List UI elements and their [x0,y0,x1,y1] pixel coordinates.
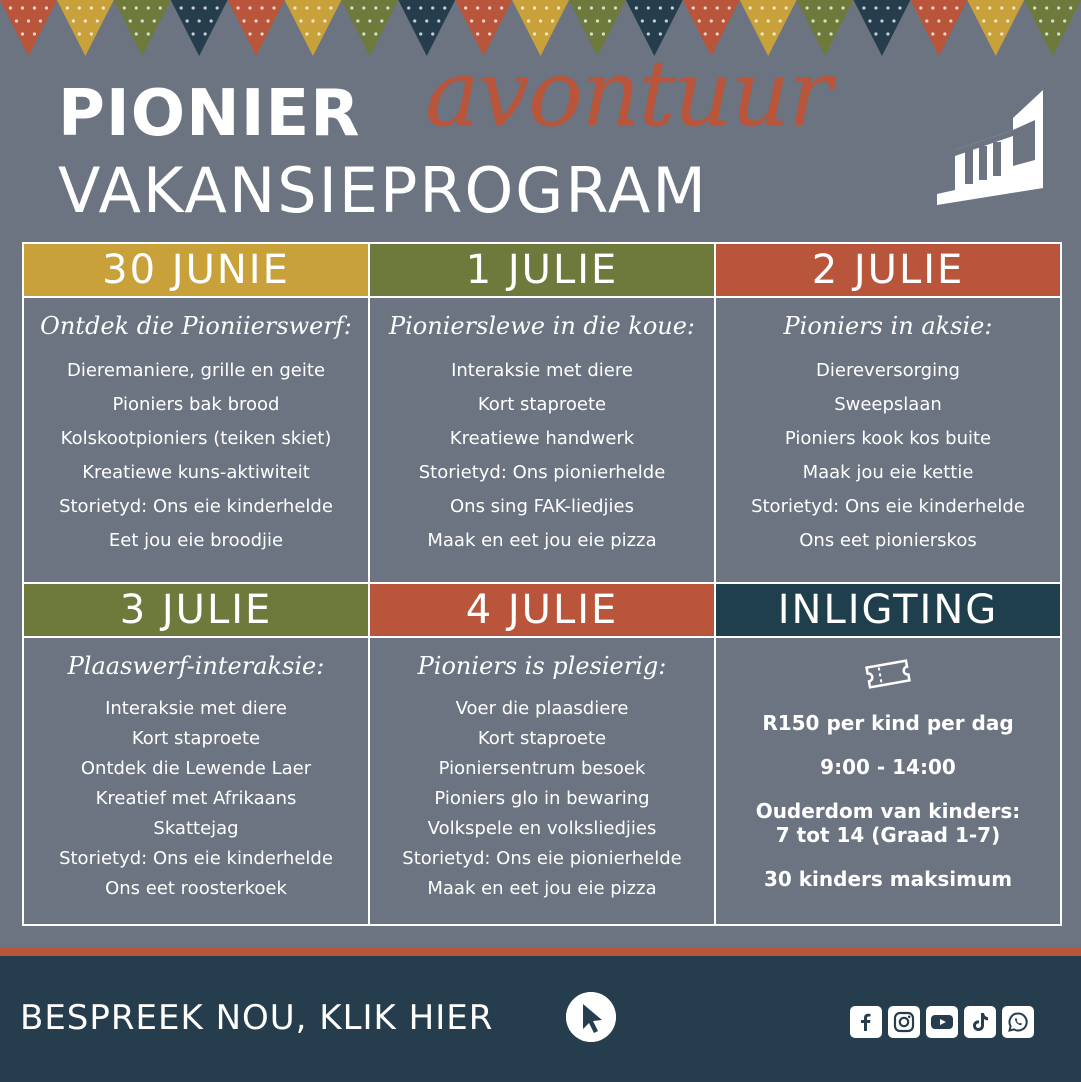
bunting-flag [1024,0,1081,56]
activity-item: Interaksie met diere [451,360,633,381]
bunting-dot [982,19,985,22]
bunting-dot [305,6,308,9]
bunting-flag [341,0,398,56]
bunting-dot [755,19,758,22]
activity-item: Kreatiewe handwerk [449,428,635,449]
bunting-dot [880,19,883,22]
bunting-dot [350,6,353,9]
activity-item: Voer die plaasdiere [455,698,629,719]
bunting-dot [647,32,650,35]
bunting-flag [285,0,342,56]
bunting-dot [362,6,365,9]
bunting-dot [488,32,491,35]
bunting-dot [533,32,536,35]
bunting-dot [27,19,30,22]
bunting-dot [21,6,24,9]
bunting-dot [413,19,416,22]
activity-item: Kreatief met Afrikaans [95,788,297,809]
bunting-dot [584,19,587,22]
youtube-icon[interactable] [926,1006,958,1038]
bunting-dot [15,19,18,22]
day-card-3-julie [22,582,370,926]
bunting-dot [1045,32,1048,35]
activity-item: Storietyd: Ons eie kinderhelde [59,496,333,517]
bunting-dot [862,6,865,9]
activity-item: Eet jou eie broodjie [108,530,284,551]
title-vakansieprogram: VAKANSIEPROGRAM [58,154,708,227]
activity-item: Ons eet roosterkoek [105,878,287,899]
bunting-dot [943,6,946,9]
day-card-1-julie [368,242,716,584]
bunting-dot [216,6,219,9]
bunting-dot [90,6,93,9]
bunting-dot [192,6,195,9]
bunting-dot [596,19,599,22]
bunting-dot [311,19,314,22]
bunting-dot [1057,32,1060,35]
bunting-dot [204,6,207,9]
activity-item: Storietyd: Ons pionierhelde [418,462,666,483]
facebook-icon[interactable] [850,1006,882,1038]
bunting-dot [204,32,207,35]
bunting-dot [1006,19,1009,22]
bunting-dot [602,6,605,9]
bunting-dot [476,32,479,35]
bunting-dot [254,19,257,22]
bunting-dot [198,19,201,22]
bunting-dot [898,6,901,9]
bunting-dot [386,6,389,9]
bunting-dot [659,6,662,9]
bunting-dot [129,19,132,22]
bunting-dot [362,32,365,35]
bunting-dot [949,19,952,22]
info-max: 30 kinders maksimum [763,867,1013,891]
bunting-dot [272,6,275,9]
bunting-dot [773,32,776,35]
activity-item: Pioniersentrum besoek [438,758,646,779]
bunting-dot [1000,6,1003,9]
activity-item: Maak en eet jou eie pizza [427,530,657,551]
bunting-flag [910,0,967,56]
bunting-dot [578,6,581,9]
bunting-flag [57,0,114,56]
activity-item: Interaksie met diere [105,698,287,719]
bunting-dot [1045,6,1048,9]
bunting-dot [102,6,105,9]
bunting-dot [749,6,752,9]
bunting-flag [228,0,285,56]
bunting-dot [317,32,320,35]
tiktok-icon[interactable] [964,1006,996,1038]
activity-item: Ons sing FAK-liedjies [450,496,634,517]
day-header: 30 JUNIE [24,244,368,298]
bunting-dot [96,19,99,22]
bunting-dot [317,6,320,9]
bunting-dot [710,19,713,22]
bunting-dot [500,6,503,9]
bunting-flag [854,0,911,56]
social-links [850,1006,1034,1038]
bunting-dot [665,19,668,22]
bunting-dot [90,32,93,35]
bunting-dot [1057,6,1060,9]
day-card-4-julie [368,582,716,926]
bunting-dot [937,19,940,22]
bunting-dot [868,19,871,22]
bunting-dot [78,32,81,35]
activity-item: Pioniers glo in bewaring [434,788,650,809]
bunting-dot [919,6,922,9]
title-pionier: PIONIER [58,77,361,151]
bunting-dot [431,6,434,9]
bunting-dot [1051,19,1054,22]
bunting-dot [716,6,719,9]
bunting-dot [407,6,410,9]
bunting-dot [425,19,428,22]
bunting-dot [368,19,371,22]
bunting-dot [527,19,530,22]
bunting-dot [147,32,150,35]
bunting-dot [653,19,656,22]
bunting-dot [608,19,611,22]
bunting-dot [761,6,764,9]
instagram-icon[interactable] [888,1006,920,1038]
bunting-dot [1000,32,1003,35]
bunting-dot [260,32,263,35]
activity-item: Diereversorging [816,360,960,381]
bunting-dot [470,19,473,22]
bunting-dot [994,19,997,22]
bunting-dot [590,32,593,35]
title-avontuur: avontuur [425,40,830,147]
bunting-dot [773,6,776,9]
activity-item: Maak jou eie kettie [802,462,974,483]
bunting-dot [374,6,377,9]
activity-item: Skattejag [153,818,239,839]
footer-divider [0,947,1081,956]
activity-item: Pioniers bak brood [112,394,280,415]
bunting-dot [135,32,138,35]
bunting-dot [419,6,422,9]
activity-item: Maak en eet jou eie pizza [427,878,657,899]
bunting-dot [943,32,946,35]
activity-item: Kreatiewe kuns-aktiwiteit [82,462,310,483]
bunting-dot [33,6,36,9]
bunting-dot [305,32,308,35]
activity-item: Kort staproete [477,728,607,749]
bunting-dot [805,6,808,9]
bunting-dot [590,6,593,9]
activity-item: Kolskootpioniers (teiken skiet) [60,428,332,449]
day-theme: Pionierslewe in die koue: [388,312,696,340]
bunting-dot [186,19,189,22]
bunting-dot [659,32,662,35]
info-time: 9:00 - 14:00 [820,755,956,779]
info-card [714,582,1062,926]
activity-item: Volkspele en volksliedjies [427,818,657,839]
bunting-dot [66,6,69,9]
bunting-dot [192,32,195,35]
info-header: INLIGTING [716,584,1060,638]
info-price: R150 per kind per dag [762,711,1014,735]
bunting-dot [437,19,440,22]
bunting-dot [761,32,764,35]
bunting-dot [988,32,991,35]
bunting-dot [533,6,536,9]
day-header: 1 JULIE [370,244,714,298]
bunting-dot [925,19,928,22]
bunting-dot [210,19,213,22]
bunting-dot [153,19,156,22]
bunting-dot [84,19,87,22]
activity-item: Pioniers kook kos buite [784,428,992,449]
bunting-flag [0,0,57,56]
bunting-dot [180,6,183,9]
bunting-dot [159,6,162,9]
bunting-dot [419,32,422,35]
bunting-dot [931,6,934,9]
bunting-dot [494,19,497,22]
bunting-dot [521,6,524,9]
bunting-dot [976,6,979,9]
bunting-dot [811,19,814,22]
bunting-dot [886,6,889,9]
bunting-dot [374,32,377,35]
bunting-dot [835,19,838,22]
bunting-dot [236,6,239,9]
bunting-dot [260,6,263,9]
bunting-dot [248,6,251,9]
program-grid [22,242,1062,926]
bunting-dot [614,6,617,9]
bunting-dot [874,6,877,9]
bunting-dot [464,6,467,9]
activity-item: Ontdek die Lewende Laer [80,758,312,779]
bunting-dot [1063,19,1066,22]
bunting-dot [545,32,548,35]
bunting-dot [728,6,731,9]
bunting-dot [841,6,844,9]
bunting-dot [698,19,701,22]
day-theme: Plaaswerf-interaksie: [67,652,325,680]
whatsapp-icon[interactable] [1002,1006,1034,1038]
bunting-dot [817,32,820,35]
activity-item: Storietyd: Ons eie kinderhelde [751,496,1025,517]
bunting-dot [147,6,150,9]
info-age-label: Ouderdom van kinders: [755,799,1021,823]
bunting-dot [476,6,479,9]
bunting-dot [829,32,832,35]
bunting-dot [779,19,782,22]
bunting-dot [21,32,24,35]
activity-item: Dieremaniere, grille en geite [66,360,326,381]
cursor-icon[interactable] [566,992,616,1042]
bunting-dot [539,19,542,22]
bunting-dot [248,32,251,35]
bunting-dot [829,6,832,9]
bunting-dot [266,19,269,22]
bunting-flag [171,0,228,56]
activity-item: Sweepslaan [834,394,942,415]
bunting-dot [123,6,126,9]
bunting-dot [557,6,560,9]
bunting-dot [692,6,695,9]
bunting-dot [135,6,138,9]
bunting-dot [716,32,719,35]
bunting-dot [72,19,75,22]
bunting-dot [785,6,788,9]
bunting-flag [114,0,171,56]
day-card-30-junie [22,242,370,584]
bunting-dot [817,6,820,9]
bunting-dot [823,19,826,22]
bunting-dot [1039,19,1042,22]
bunting-dot [635,6,638,9]
bunting-dot [551,19,554,22]
bunting-flag [967,0,1024,56]
bunting-dot [242,19,245,22]
bunting-dot [356,19,359,22]
day-card-2-julie [714,242,1062,584]
bunting-dot [1012,6,1015,9]
bunting-dot [323,19,326,22]
day-theme: Ontdek die Pioniierswerf: [40,312,352,340]
book-now-link[interactable]: BESPREEK NOU, KLIK HIER [20,998,494,1038]
bunting-dot [443,6,446,9]
bunting-dot [767,19,770,22]
bunting-dot [488,6,491,9]
bunting-dot [9,6,12,9]
day-header: 2 JULIE [716,244,1060,298]
bunting-dot [1033,6,1036,9]
bunting-dot [892,19,895,22]
bunting-dot [545,6,548,9]
bunting-dot [647,6,650,9]
bunting-dot [329,6,332,9]
bunting-dot [704,32,707,35]
bunting-dot [1069,6,1072,9]
bunting-dot [671,6,674,9]
bunting-dot [886,32,889,35]
bunting-dot [380,19,383,22]
bunting-dot [293,6,296,9]
bunting-dot [431,32,434,35]
activity-item: Storietyd: Ons eie kinderhelde [59,848,333,869]
bunting-dot [641,19,644,22]
ticket-icon [860,654,916,694]
voortrekker-monument-logo [935,90,1045,210]
bunting-dot [704,6,707,9]
bunting-dot [722,19,725,22]
day-theme: Pioniers in aksie: [783,312,993,340]
activity-item: Kort staproete [131,728,261,749]
activity-item: Kort staproete [477,394,607,415]
bunting-dot [955,6,958,9]
bunting-dot [39,19,42,22]
bunting-dot [33,32,36,35]
bunting-dot [45,6,48,9]
activity-item: Ons eet pionierskos [799,530,977,551]
bunting-dot [602,32,605,35]
info-age-range: 7 tot 14 (Graad 1-7) [775,823,1001,847]
bunting-dot [931,32,934,35]
bunting-dot [78,6,81,9]
bunting-dot [988,6,991,9]
day-header: 3 JULIE [24,584,368,638]
day-header: 4 JULIE [370,584,714,638]
bunting-dot [482,19,485,22]
bunting-dot [141,19,144,22]
bunting-dot [874,32,877,35]
day-theme: Pioniers is plesierig: [417,652,667,680]
activity-item: Storietyd: Ons eie pionierhelde [402,848,682,869]
bunting-dot [299,19,302,22]
